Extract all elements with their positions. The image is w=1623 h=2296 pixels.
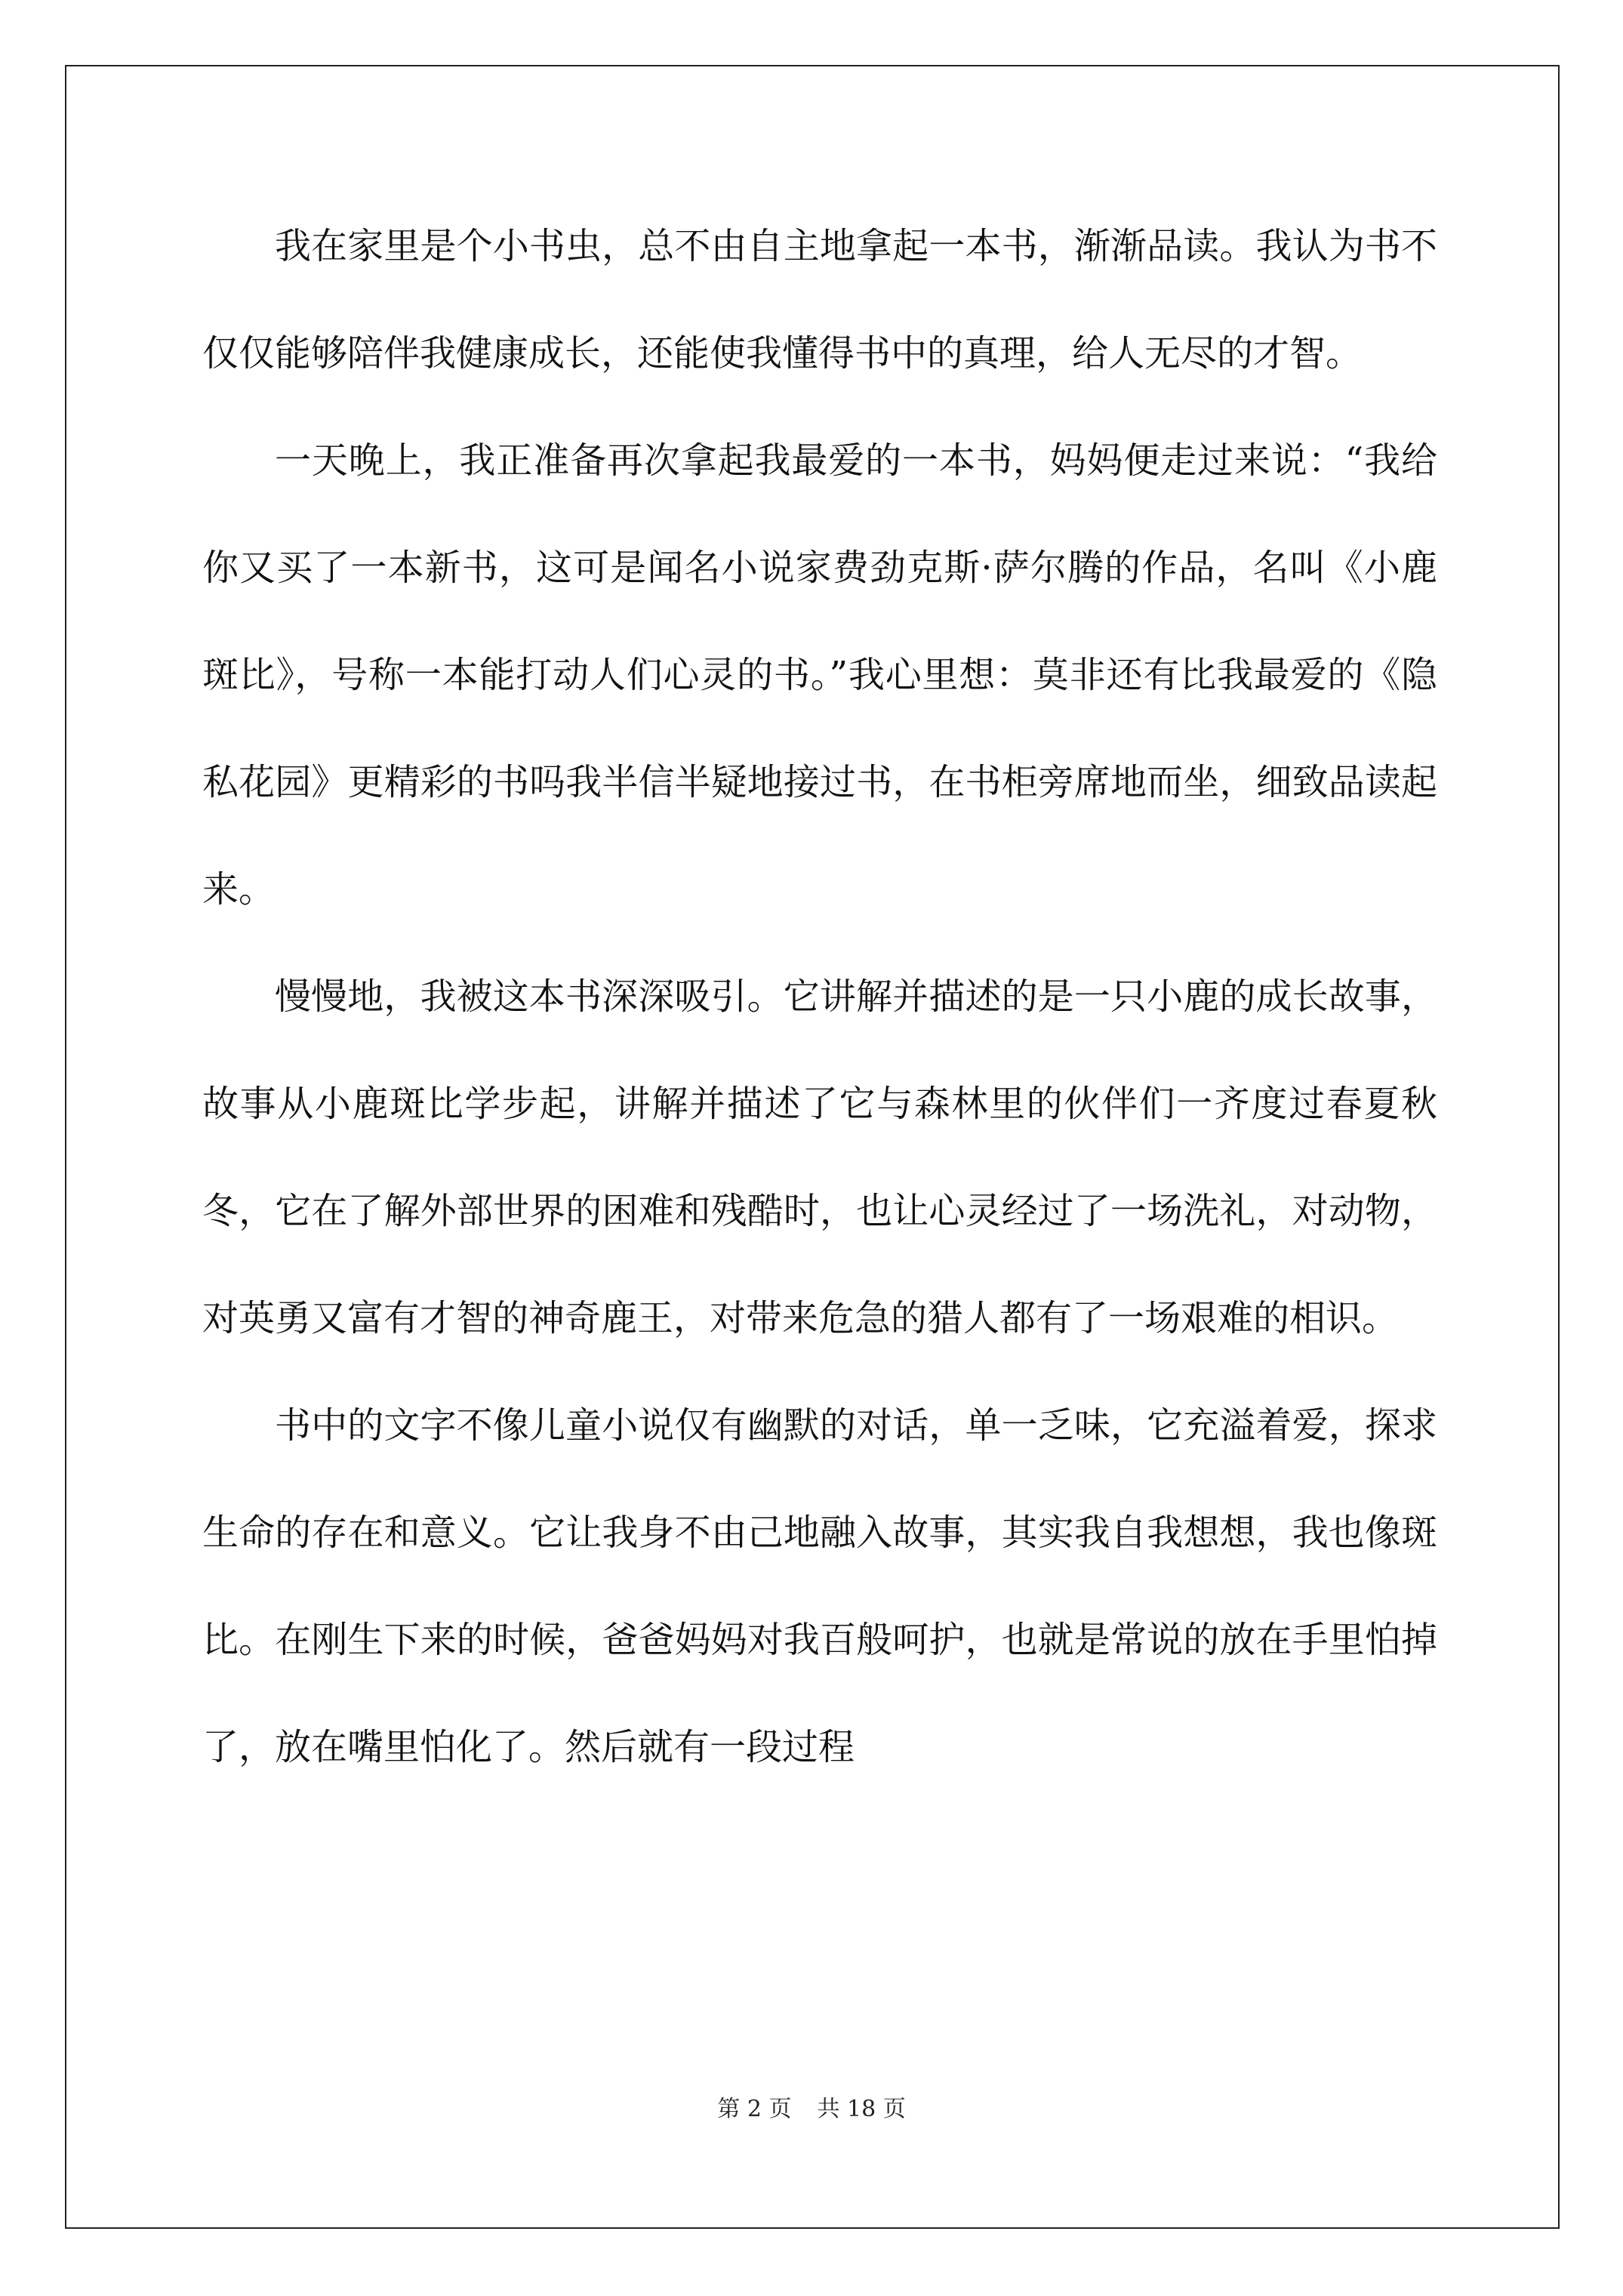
paragraph: 慢慢地，我被这本书深深吸引。它讲解并描述的是一只小鹿的成长故事，故事从小鹿斑比学步起，讲解并描述了它与森林里的伙伴们一齐度过春夏秋冬，它在了解外部世界的困难和残酷时，也让心灵经过了一场洗礼，对动物，对英勇又富有才智的神奇鹿王，对带来危急的猎人都有了一场艰难的相识。 (202, 975, 1437, 1339)
body-text (202, 193, 1437, 1801)
paragraph: 一天晚上，我正准备再次拿起我最爱的一本书，妈妈便走过来说：“我给你又买了一本新书，这可是闻名小说家费劲克斯·萨尔腾的作品，名叫《小鹿斑比》，号称一本能打动人们心灵的书。”我心里想：莫非还有比我最爱的《隐私花园》更精彩的书吗我半信半疑地接过书，在书柜旁席地而坐，细致品读起来。 (202, 439, 1437, 911)
page-total: 共 18 页 (817, 2096, 906, 2122)
paragraph: 书中的文字不像儿童小说仅有幽默的对话，单一乏味，它充溢着爱，探求生命的存在和意义。它让我身不由己地融入故事，其实我自我想想，我也像斑比。在刚生下来的时候，爸爸妈妈对我百般呵护，也就是常说的放在手里怕掉了，放在嘴里怕化了。然后就有一段过程 (202, 1404, 1437, 1768)
page-footer (0, 2090, 1623, 2123)
page-number: 第 2 页 (717, 2096, 792, 2122)
paragraph: 我在家里是个小书虫，总不由自主地拿起一本书，渐渐品读。我认为书不仅仅能够陪伴我健康成长，还能使我懂得书中的真理，给人无尽的才智。 (202, 225, 1437, 374)
